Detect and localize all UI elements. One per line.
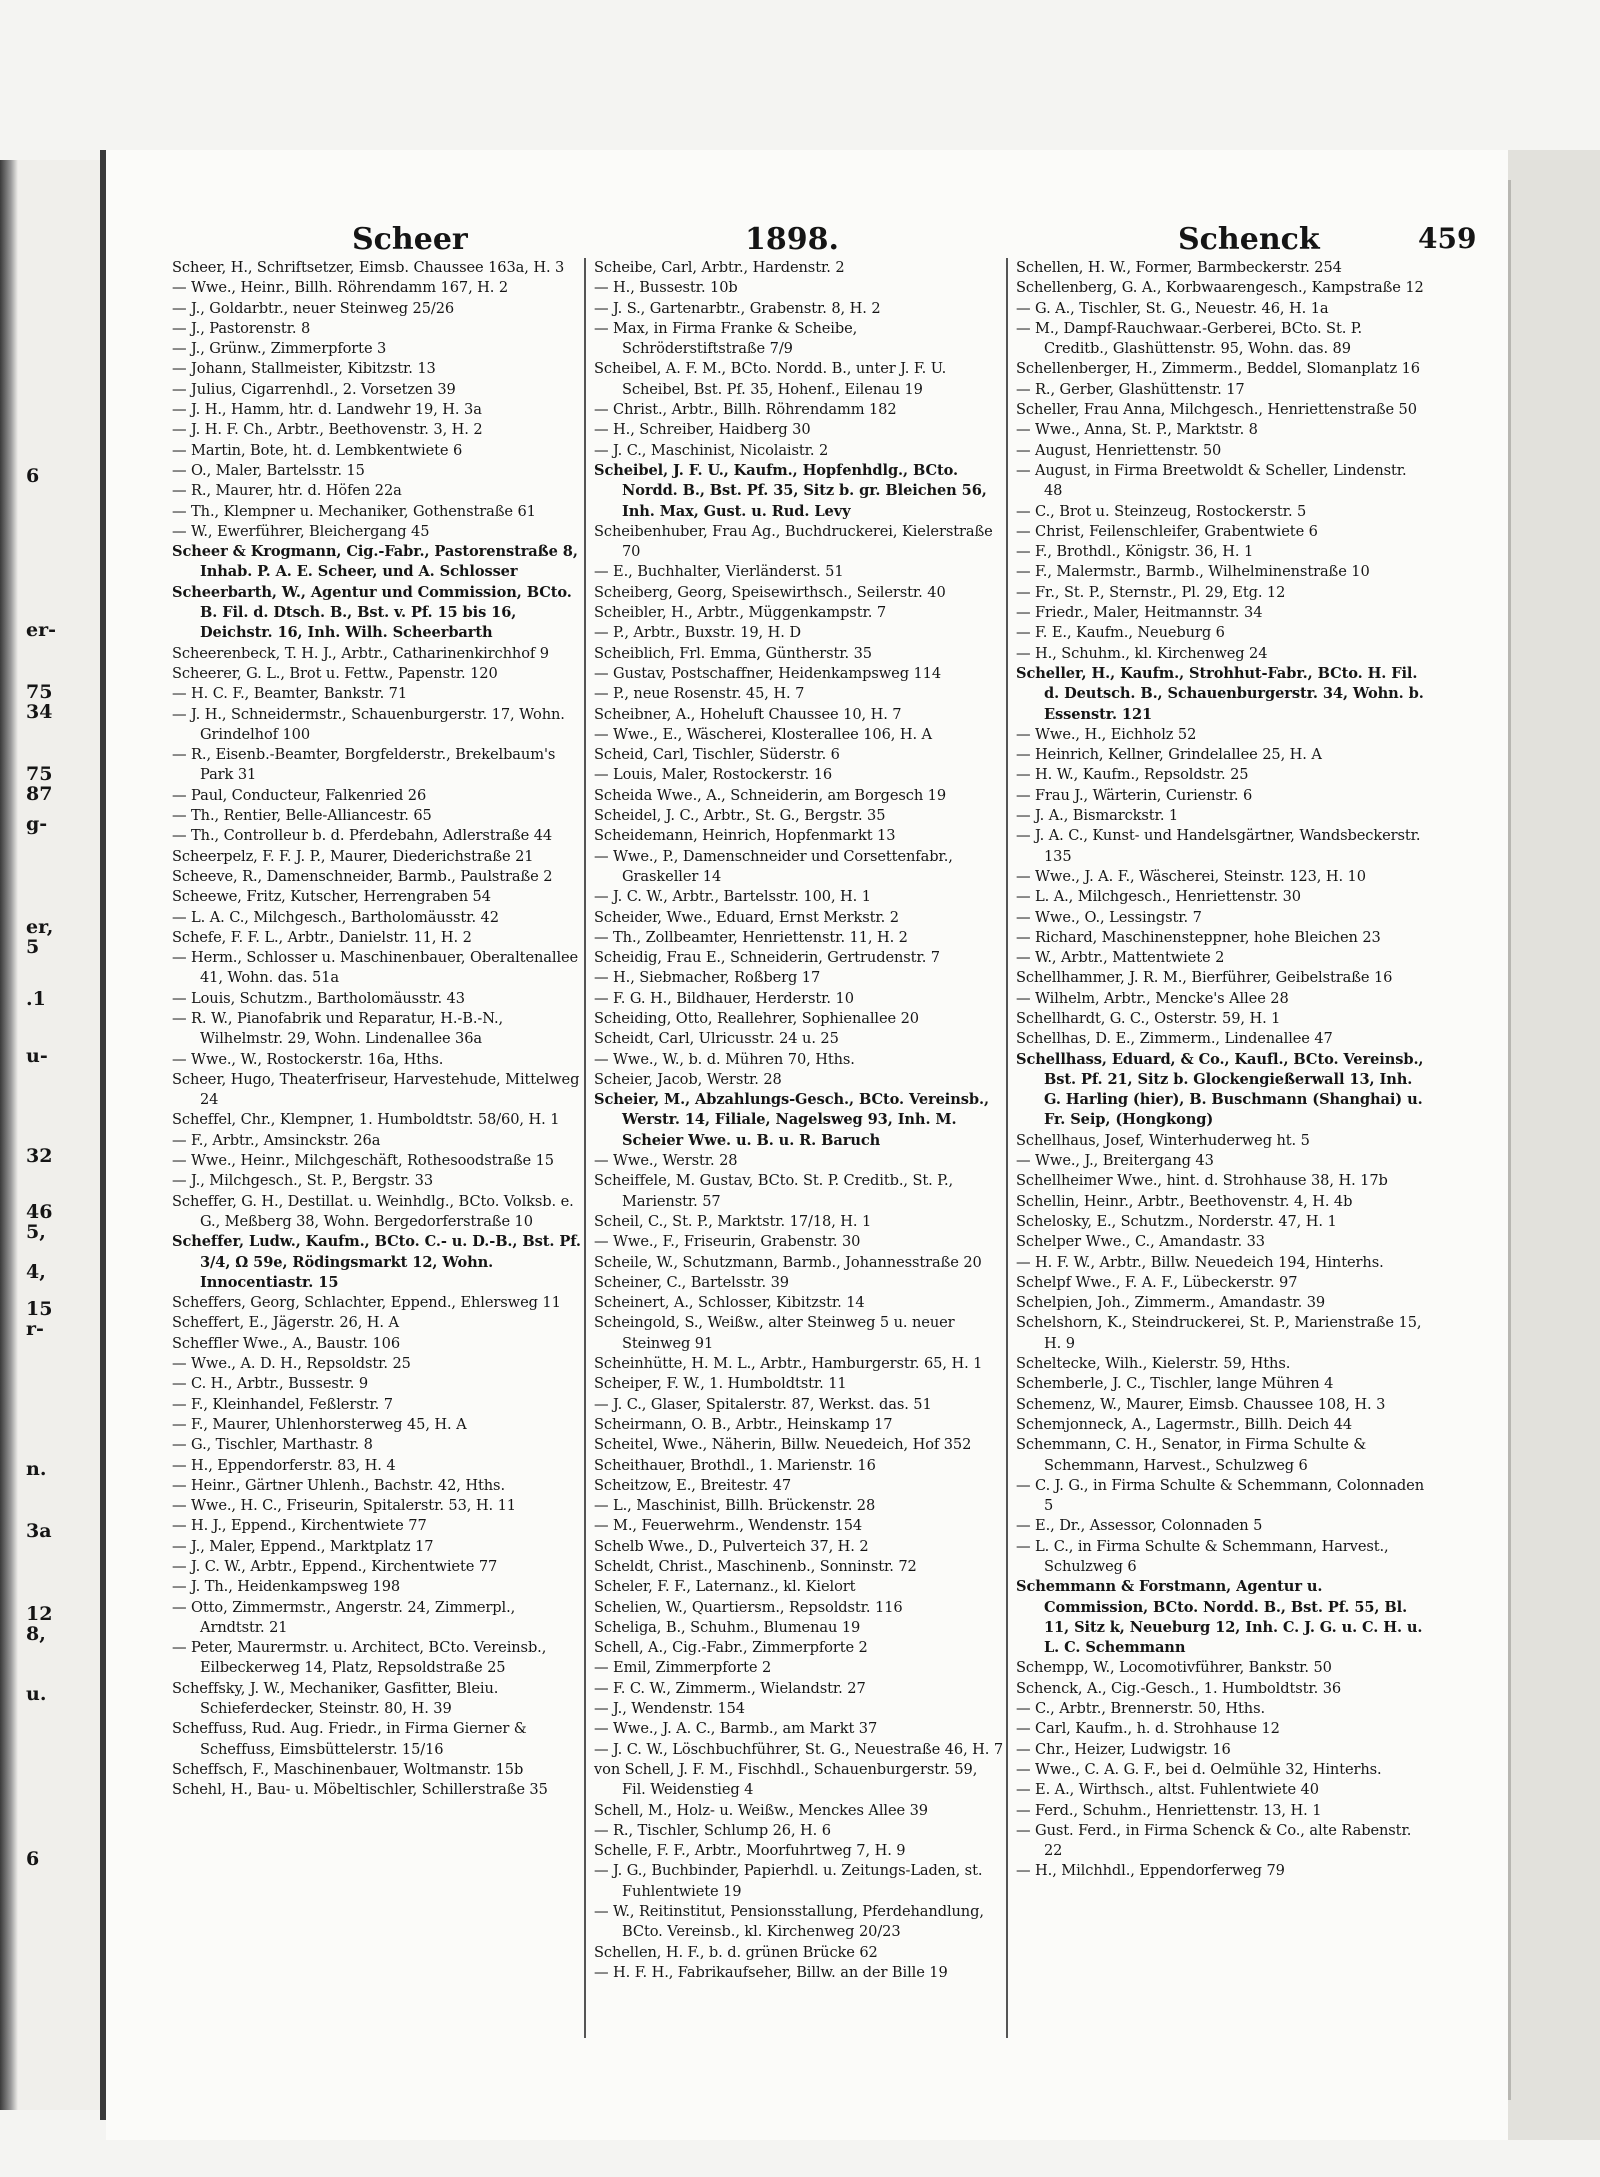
directory-entry: Schelper Wwe., C., Amandastr. 33 bbox=[1016, 1233, 1265, 1251]
directory-entry: — J. G., Buchbinder, Papierhdl. u. Zeitungs-Laden, st. Fuhlentwiete 19 bbox=[594, 1862, 983, 1900]
directory-entry: — J., Goldarbtr., neuer Steinweg 25/26 bbox=[172, 299, 455, 317]
margin-fragment: 46 bbox=[26, 1201, 53, 1223]
directory-entry: — F., Arbtr., Amsinckstr. 26a bbox=[172, 1131, 381, 1149]
directory-entry: — Peter, Maurermstr. u. Architect, BCto. Vereinsb., Eilbeckerweg 14, Platz, Repsoldstraße 25 bbox=[172, 1639, 547, 1677]
directory-entry: — P., Arbtr., Buxstr. 19, H. D bbox=[594, 624, 801, 642]
directory-entry: — Wwe., Werstr. 28 bbox=[594, 1152, 738, 1170]
margin-fragment: 4, bbox=[26, 1261, 46, 1283]
directory-entry: — Ferd., Schuhm., Henriettenstr. 13, H. 1 bbox=[1016, 1801, 1322, 1819]
margin-fragment: 75 bbox=[26, 763, 53, 785]
directory-entry: — H., Schuhm., kl. Kirchenweg 24 bbox=[1016, 644, 1268, 662]
directory-entry: — F., Maurer, Uhlenhorsterweg 45, H. A bbox=[172, 1415, 467, 1433]
directory-entry: — P., neue Rosenstr. 45, H. 7 bbox=[594, 685, 805, 703]
directory-entry: Schellhaus, Josef, Winterhuderweg ht. 5 bbox=[1016, 1131, 1310, 1149]
page-number: 459 bbox=[1418, 222, 1477, 255]
margin-fragment: r- bbox=[26, 1318, 44, 1340]
directory-entry: — H., Siebmacher, Roßberg 17 bbox=[594, 969, 821, 987]
running-head-right: Schenck bbox=[1178, 222, 1320, 257]
directory-entry: — C. J. G., in Firma Schulte & Schemmann, Colonnaden 5 bbox=[1016, 1476, 1425, 1515]
margin-fragment: 6 bbox=[26, 465, 40, 487]
margin-fragment: 3a bbox=[26, 1520, 52, 1542]
directory-entry: — E., Buchhalter, Vierländerst. 51 bbox=[594, 563, 844, 581]
directory-entry: — M., Feuerwehrm., Wendenstr. 154 bbox=[594, 1517, 863, 1535]
directory-entry: Scheer, Hugo, Theaterfriseur, Harvestehude, Mittelweg 24 bbox=[172, 1070, 580, 1109]
running-head-left: Scheer bbox=[352, 222, 468, 257]
directory-entry: — Wwe., O., Lessingstr. 7 bbox=[1016, 908, 1202, 926]
margin-fragment: u- bbox=[26, 1045, 48, 1067]
directory-entry: Scheer, H., Schriftsetzer, Eimsb. Chaussee 163a, H. 3 bbox=[172, 259, 565, 276]
directory-entry: Scheffler Wwe., A., Baustr. 106 bbox=[172, 1334, 401, 1352]
directory-entry: Scheida Wwe., A., Schneiderin, am Borgesch 19 bbox=[594, 786, 947, 804]
directory-entry: Scheffsch, F., Maschinenbauer, Woltmanstr. 15b bbox=[172, 1760, 524, 1778]
directory-entry: Scheidt, Carl, Ulricusstr. 24 u. 25 bbox=[594, 1030, 839, 1048]
directory-entry: — Th., Zollbeamter, Henriettenstr. 11, H. 2 bbox=[594, 928, 908, 946]
directory-entry: — Wwe., H. C., Friseurin, Spitalerstr. 53, H. 11 bbox=[172, 1497, 516, 1515]
directory-entry: Schemmann, C. H., Senator, in Firma Schulte & Schemmann, Harvest., Schulzweg 6 bbox=[1016, 1436, 1367, 1474]
directory-entry: — C., Arbtr., Brennerstr. 50, Hths. bbox=[1016, 1700, 1266, 1718]
directory-entry: Scheil, C., St. P., Marktstr. 17/18, H. 1 bbox=[594, 1212, 872, 1230]
directory-entry: — L., Maschinist, Billh. Brückenstr. 28 bbox=[594, 1497, 876, 1515]
directory-entry: — J., Grünw., Zimmerpforte 3 bbox=[172, 340, 387, 358]
directory-entry: Scheier, Jacob, Werstr. 28 bbox=[594, 1070, 782, 1088]
column-rule bbox=[584, 258, 586, 2038]
page-edge-line bbox=[1508, 180, 1511, 2100]
directory-entry: Schefe, F. F. L., Arbtr., Danielstr. 11, H. 2 bbox=[172, 928, 472, 946]
directory-entry: — Wwe., A. D. H., Repsoldstr. 25 bbox=[172, 1355, 411, 1373]
directory-entry: Scheller, H., Kaufm., Strohhut-Fabr., BCto. H. Fil. d. Deutsch. B., Schauenburgerstr. 34, Wohn. b. Essenstr. 121 bbox=[1016, 664, 1424, 723]
directory-entry: — L. A., Milchgesch., Henriettenstr. 30 bbox=[1016, 888, 1301, 906]
directory-entry: — Wwe., Anna, St. P., Marktstr. 8 bbox=[1016, 421, 1258, 439]
book-edge-shadow bbox=[0, 160, 18, 2110]
previous-page-strip bbox=[0, 160, 100, 2110]
directory-entry: Scheffer, G. H., Destillat. u. Weinhdlg., BCto. Volksb. e. G., Meßberg 38, Wohn. Bergedorferstraße 10 bbox=[172, 1192, 574, 1230]
directory-column-2 bbox=[594, 258, 1004, 1983]
directory-entry: — F., Brothdl., Königstr. 36, H. 1 bbox=[1016, 543, 1254, 561]
margin-fragment: er- bbox=[26, 619, 56, 641]
directory-entry: Scheibel, J. F. U., Kaufm., Hopfenhdlg., BCto. Nordd. B., Bst. Pf. 35, Sitz b. gr. Bleichen 56, Inh. Max, Gust. u. Rud. Levy bbox=[594, 461, 987, 520]
directory-entry: — Johann, Stallmeister, Kibitzstr. 13 bbox=[172, 360, 436, 378]
directory-entry: Scheidig, Frau E., Schneiderin, Gertrudenstr. 7 bbox=[594, 949, 940, 967]
directory-entry: Schehl, H., Bau- u. Möbeltischler, Schillerstraße 35 bbox=[172, 1781, 548, 1799]
directory-entry: Schellhardt, G. C., Osterstr. 59, H. 1 bbox=[1016, 1009, 1281, 1027]
directory-entry: — H. W., Kaufm., Repsoldstr. 25 bbox=[1016, 766, 1249, 784]
directory-entry: — C. H., Arbtr., Bussestr. 9 bbox=[172, 1375, 369, 1393]
directory-entry: — J. A. C., Kunst- und Handelsgärtner, Wandsbeckerstr. 135 bbox=[1016, 827, 1421, 865]
directory-entry: Scheithauer, Brothdl., 1. Marienstr. 16 bbox=[594, 1456, 876, 1474]
directory-entry: — G., Tischler, Marthastr. 8 bbox=[172, 1436, 373, 1454]
directory-entry: Scheirmann, O. B., Arbtr., Heinskamp 17 bbox=[594, 1415, 893, 1433]
directory-entry: Schemenz, W., Maurer, Eimsb. Chaussee 108, H. 3 bbox=[1016, 1395, 1386, 1413]
directory-entry: Scheitel, Wwe., Näherin, Billw. Neuedeich, Hof 352 bbox=[594, 1436, 972, 1454]
directory-entry: Scheffuss, Rud. Aug. Friedr., in Firma Gierner & Scheffuss, Eimsbüttelerstr. 15/16 bbox=[172, 1720, 527, 1758]
directory-entry: Scheier, M., Abzahlungs-Gesch., BCto. Vereinsb., Werstr. 14, Filiale, Nagelsweg 93, Inh. M. Scheier Wwe. u. B. u. R. Baruch bbox=[594, 1091, 989, 1149]
directory-entry: Scheltecke, Wilh., Kielerstr. 59, Hths. bbox=[1016, 1355, 1291, 1373]
directory-entry: Schell, M., Holz- u. Weißw., Menckes Allee 39 bbox=[594, 1801, 928, 1819]
directory-entry: Scheibe, Carl, Arbtr., Hardenstr. 2 bbox=[594, 259, 845, 276]
directory-entry: — Wilhelm, Arbtr., Mencke's Allee 28 bbox=[1016, 989, 1289, 1007]
directory-entry: Scheinhütte, H. M. L., Arbtr., Hamburgerstr. 65, H. 1 bbox=[594, 1355, 983, 1373]
directory-entry: — J. C., Glaser, Spitalerstr. 87, Werkst. das. 51 bbox=[594, 1395, 932, 1413]
directory-entry: — Carl, Kaufm., h. d. Strohhause 12 bbox=[1016, 1720, 1280, 1738]
directory-entry: Scheiffele, M. Gustav, BCto. St. P. Creditb., St. P., Marienstr. 57 bbox=[594, 1172, 954, 1210]
directory-entry: Schell, A., Cig.-Fabr., Zimmerpforte 2 bbox=[594, 1639, 868, 1657]
directory-entry: — Wwe., H., Eichholz 52 bbox=[1016, 725, 1197, 743]
directory-entry: — C., Brot u. Steinzeug, Rostockerstr. 5 bbox=[1016, 502, 1307, 520]
directory-entry: Schemjonneck, A., Lagermstr., Billh. Deich 44 bbox=[1016, 1415, 1353, 1433]
directory-entry: — Julius, Cigarrenhdl., 2. Vorsetzen 39 bbox=[172, 380, 456, 398]
directory-entry: — R., Tischler, Schlump 26, H. 6 bbox=[594, 1821, 831, 1839]
margin-fragment: 32 bbox=[26, 1145, 53, 1167]
directory-entry: — E. A., Wirthsch., altst. Fuhlentwiete 40 bbox=[1016, 1781, 1319, 1799]
directory-entry: — O., Maler, Bartelsstr. 15 bbox=[172, 461, 365, 479]
directory-entry: — Richard, Maschinensteppner, hohe Bleichen 23 bbox=[1016, 928, 1381, 946]
directory-entry: — Fr., St. P., Sternstr., Pl. 29, Etg. 12 bbox=[1016, 583, 1286, 601]
directory-column-3 bbox=[1016, 258, 1428, 1882]
directory-entry: Scheiner, C., Bartelsstr. 39 bbox=[594, 1273, 789, 1291]
directory-entry: — F. E., Kaufm., Neueburg 6 bbox=[1016, 624, 1225, 642]
directory-entry: — J. H. F. Ch., Arbtr., Beethovenstr. 3, H. 2 bbox=[172, 421, 483, 439]
directory-entry: — Frau J., Wärterin, Curienstr. 6 bbox=[1016, 786, 1253, 804]
directory-entry: — Paul, Conducteur, Falkenried 26 bbox=[172, 786, 427, 804]
directory-entry: Schellhas, D. E., Zimmerm., Lindenallee 47 bbox=[1016, 1030, 1333, 1048]
directory-entry: — M., Dampf-Rauchwaar.-Gerberei, BCto. St. P. Creditb., Glashüttenstr. 95, Wohn. das. 89 bbox=[1016, 319, 1363, 358]
margin-fragment: er, bbox=[26, 916, 54, 938]
directory-entry: — J. S., Gartenarbtr., Grabenstr. 8, H. 2 bbox=[594, 299, 881, 317]
directory-entry: — R. W., Pianofabrik und Reparatur, H.-B.-N., Wilhelmstr. 29, Wohn. Lindenallee 36a bbox=[172, 1009, 504, 1048]
directory-entry: — J., Milchgesch., St. P., Bergstr. 33 bbox=[172, 1172, 434, 1190]
margin-fragment: g- bbox=[26, 813, 48, 835]
directory-entry: Scheliga, B., Schuhm., Blumenau 19 bbox=[594, 1618, 861, 1636]
directory-entry: — J. C., Maschinist, Nicolaistr. 2 bbox=[594, 441, 829, 459]
margin-fragment: 12 bbox=[26, 1603, 53, 1625]
directory-entry: Schellenberger, H., Zimmerm., Beddel, Slomanplatz 16 bbox=[1016, 360, 1420, 378]
directory-entry: — H., Bussestr. 10b bbox=[594, 279, 738, 297]
directory-entry: — R., Gerber, Glashüttenstr. 17 bbox=[1016, 380, 1245, 398]
directory-entry: Schemmann & Forstmann, Agentur u. Commission, BCto. Nordd. B., Bst. Pf. 55, Bl. 11, Sitz k, Neueburg 12, Inh. C. J. G. u. C. H. u. L. C. Schemmann bbox=[1016, 1578, 1423, 1657]
directory-entry: Scheewe, Fritz, Kutscher, Herrengraben 54 bbox=[172, 888, 491, 906]
directory-entry: Scheerenbeck, T. H. J., Arbtr., Catharinenkirchhof 9 bbox=[172, 644, 549, 662]
directory-entry: Schelpien, Joh., Zimmerm., Amandastr. 39 bbox=[1016, 1294, 1326, 1312]
margin-fragment: 8, bbox=[26, 1623, 46, 1645]
directory-entry: Schelosky, E., Schutzm., Norderstr. 47, H. 1 bbox=[1016, 1212, 1337, 1230]
margin-fragment: n. bbox=[26, 1458, 47, 1480]
directory-entry: — Louis, Schutzm., Bartholomäusstr. 43 bbox=[172, 989, 465, 1007]
directory-entry: von Schell, J. F. M., Fischhdl., Schauenburgerstr. 59, Fil. Weidenstieg 4 bbox=[594, 1760, 978, 1799]
directory-entry: — Wwe., C. A. G. F., bei d. Oelmühle 32, Hinterhs. bbox=[1016, 1760, 1382, 1778]
directory-entry: Scheller, Frau Anna, Milchgesch., Henriettenstraße 50 bbox=[1016, 401, 1417, 419]
directory-entry: — Th., Klempner u. Mechaniker, Gothenstraße 61 bbox=[172, 502, 536, 520]
directory-entry: — Heinrich, Kellner, Grindelallee 25, H. A bbox=[1016, 746, 1322, 764]
directory-entry: Scheler, F. F., Laternanz., kl. Kielort bbox=[594, 1578, 856, 1596]
directory-entry: — Chr., Heizer, Ludwigstr. 16 bbox=[1016, 1740, 1231, 1758]
directory-entry: Scheffsky, J. W., Mechaniker, Gasfitter, Bleiu. Schieferdecker, Steinstr. 80, H. 39 bbox=[172, 1679, 499, 1718]
directory-entry: — J. H., Hamm, htr. d. Landwehr 19, H. 3a bbox=[172, 401, 482, 419]
directory-entry: — F., Kleinhandel, Feßlerstr. 7 bbox=[172, 1395, 393, 1413]
directory-entry: Schemberle, J. C., Tischler, lange Mühren 4 bbox=[1016, 1375, 1334, 1393]
directory-column-1 bbox=[172, 258, 582, 1801]
directory-entry: Schellheimer Wwe., hint. d. Strohhause 38, H. 17b bbox=[1016, 1172, 1388, 1190]
directory-entry: — H. C. F., Beamter, Bankstr. 71 bbox=[172, 685, 408, 703]
directory-entry: Scheidemann, Heinrich, Hopfenmarkt 13 bbox=[594, 827, 896, 845]
directory-entry: — W., Arbtr., Mattentwiete 2 bbox=[1016, 949, 1225, 967]
directory-entry: — Max, in Firma Franke & Scheibe, Schröderstiftstraße 7/9 bbox=[594, 319, 858, 358]
directory-entry: — Th., Controlleur b. d. Pferdebahn, Adlerstraße 44 bbox=[172, 827, 553, 845]
directory-entry: — J. C. W., Arbtr., Bartelsstr. 100, H. 1 bbox=[594, 888, 871, 906]
directory-entry: Scheibner, A., Hoheluft Chaussee 10, H. 7 bbox=[594, 705, 902, 723]
directory-entry: Scheerer, G. L., Brot u. Fettw., Papenstr. 120 bbox=[172, 664, 498, 682]
directory-entry: — Gust. Ferd., in Firma Schenck & Co., alte Rabenstr. 22 bbox=[1016, 1821, 1412, 1860]
directory-entry: — J. Th., Heidenkampsweg 198 bbox=[172, 1578, 401, 1596]
directory-entry: — Louis, Maler, Rostockerstr. 16 bbox=[594, 766, 833, 784]
directory-entry: Scheiper, F. W., 1. Humboldtstr. 11 bbox=[594, 1375, 847, 1393]
directory-entry: — August, Henriettenstr. 50 bbox=[1016, 441, 1222, 459]
directory-entry: Schellen, H. F., b. d. grünen Brücke 62 bbox=[594, 1943, 878, 1961]
directory-entry: — Wwe., F., Friseurin, Grabenstr. 30 bbox=[594, 1233, 861, 1251]
directory-entry: — Wwe., Heinr., Billh. Röhrendamm 167, H. 2 bbox=[172, 279, 509, 297]
directory-entry: Schellenberg, G. A., Korbwaarengesch., Kampstraße 12 bbox=[1016, 279, 1424, 297]
directory-entry: — Friedr., Maler, Heitmannstr. 34 bbox=[1016, 604, 1263, 622]
directory-entry: Scheffert, E., Jägerstr. 26, H. A bbox=[172, 1314, 399, 1332]
directory-entry: — W., Ewerführer, Bleichergang 45 bbox=[172, 522, 430, 540]
directory-entry: — Wwe., J. A. F., Wäscherei, Steinstr. 123, H. 10 bbox=[1016, 867, 1366, 885]
directory-entry: — F., Malermstr., Barmb., Wilhelminenstraße 10 bbox=[1016, 563, 1370, 581]
directory-entry: — Emil, Zimmerpforte 2 bbox=[594, 1659, 772, 1677]
running-head-year: 1898. bbox=[745, 222, 839, 257]
directory-entry: — L. A. C., Milchgesch., Bartholomäusstr. 42 bbox=[172, 908, 499, 926]
directory-entry: — E., Dr., Assessor, Colonnaden 5 bbox=[1016, 1517, 1263, 1535]
directory-entry: — Th., Rentier, Belle-Alliancestr. 65 bbox=[172, 807, 432, 825]
directory-entry: — H., Milchhdl., Eppendorferweg 79 bbox=[1016, 1862, 1285, 1880]
directory-entry: Schelpf Wwe., F. A. F., Lübeckerstr. 97 bbox=[1016, 1273, 1298, 1291]
directory-entry: Schelien, W., Quartiersm., Repsoldstr. 116 bbox=[594, 1598, 903, 1616]
directory-entry: Scheitzow, E., Breitestr. 47 bbox=[594, 1476, 792, 1494]
directory-entry: — Christ, Feilenschleifer, Grabentwiete 6 bbox=[1016, 522, 1318, 540]
directory-entry: Scheerpelz, F. F. J. P., Maurer, Diederichstraße 21 bbox=[172, 847, 534, 865]
margin-fragment: .1 bbox=[26, 988, 46, 1010]
directory-entry: — Wwe., W., Rostockerstr. 16a, Hths. bbox=[172, 1050, 444, 1068]
directory-entry: Scheibel, A. F. M., BCto. Nordd. B., unter J. F. U. Scheibel, Bst. Pf. 35, Hohenf., Eilenau 19 bbox=[594, 360, 947, 398]
directory-entry: Schempp, W., Locomotivführer, Bankstr. 50 bbox=[1016, 1659, 1332, 1677]
margin-fragment: 6 bbox=[26, 1848, 40, 1870]
directory-entry: — Heinr., Gärtner Uhlenh., Bachstr. 42, Hths. bbox=[172, 1476, 505, 1494]
directory-entry: Scheffel, Chr., Klempner, 1. Humboldtstr. 58/60, H. 1 bbox=[172, 1111, 560, 1129]
directory-entry: Schellen, H. W., Former, Barmbeckerstr. 254 bbox=[1016, 259, 1342, 276]
margin-fragment: 75 bbox=[26, 681, 53, 703]
directory-entry: — Gustav, Postschaffner, Heidenkampsweg 114 bbox=[594, 664, 942, 682]
directory-entry: Scheiblich, Frl. Emma, Güntherstr. 35 bbox=[594, 644, 872, 662]
directory-entry: — R., Eisenb.-Beamter, Borgfelderstr., Brekelbaum's Park 31 bbox=[172, 746, 556, 784]
margin-fragment: 5 bbox=[26, 936, 40, 958]
directory-entry: — F. C. W., Zimmerm., Wielandstr. 27 bbox=[594, 1679, 866, 1697]
directory-entry: — H. F. W., Arbtr., Billw. Neuedeich 194, Hinterhs. bbox=[1016, 1253, 1384, 1271]
directory-entry: Scheiberg, Georg, Speisewirthsch., Seilerstr. 40 bbox=[594, 583, 946, 601]
directory-entry: — G. A., Tischler, St. G., Neuestr. 46, H. 1a bbox=[1016, 299, 1329, 317]
margin-fragment: u. bbox=[26, 1683, 47, 1705]
directory-entry: — Martin, Bote, ht. d. Lembkentwiete 6 bbox=[172, 441, 463, 459]
directory-entry: — Wwe., E., Wäscherei, Klosterallee 106, H. A bbox=[594, 725, 932, 743]
directory-entry: Scheffers, Georg, Schlachter, Eppend., Ehlersweg 11 bbox=[172, 1294, 561, 1312]
directory-entry: — Wwe., J. A. C., Barmb., am Markt 37 bbox=[594, 1720, 878, 1738]
directory-entry: — H. F. H., Fabrikaufseher, Billw. an der Bille 19 bbox=[594, 1963, 948, 1981]
directory-entry: — J. A., Bismarckstr. 1 bbox=[1016, 807, 1179, 825]
directory-entry: — J. C. W., Arbtr., Eppend., Kirchentwiete 77 bbox=[172, 1558, 498, 1575]
directory-entry: Scheider, Wwe., Eduard, Ernst Merkstr. 2 bbox=[594, 908, 899, 926]
directory-entry: Scheibenhuber, Frau Ag., Buchdruckerei, Kielerstraße 70 bbox=[594, 522, 993, 561]
directory-entry: — J. C. W., Löschbuchführer, St. G., Neuestraße 46, H. 7 bbox=[594, 1740, 1004, 1758]
directory-entry: — Christ., Arbtr., Billh. Röhrendamm 182 bbox=[594, 401, 897, 419]
directory-entry: — Wwe., P., Damenschneider und Corsettenfabr., Graskeller 14 bbox=[594, 847, 953, 885]
directory-entry: — L. C., in Firma Schulte & Schemmann, Harvest., Schulzweg 6 bbox=[1016, 1537, 1389, 1575]
directory-entry: — Wwe., J., Breitergang 43 bbox=[1016, 1152, 1214, 1170]
directory-entry: — J., Maler, Eppend., Marktplatz 17 bbox=[172, 1537, 434, 1555]
directory-entry: — J. H., Schneidermstr., Schauenburgerstr. 17, Wohn. Grindelhof 100 bbox=[172, 705, 565, 743]
scanner-background bbox=[1508, 150, 1600, 2140]
column-rule bbox=[1006, 258, 1008, 2038]
directory-entry: Scheidel, J. C., Arbtr., St. G., Bergstr. 35 bbox=[594, 807, 886, 825]
directory-entry: Scheer & Krogmann, Cig.-Fabr., Pastorenstraße 8, Inhab. P. A. E. Scheer, und A. Schlosser bbox=[172, 543, 578, 581]
directory-entry: Scheibler, H., Arbtr., Müggenkampstr. 7 bbox=[594, 604, 886, 622]
directory-entry: Schenck, A., Cig.-Gesch., 1. Humboldtstr. 36 bbox=[1016, 1679, 1342, 1697]
directory-entry: Scheingold, S., Weißw., alter Steinweg 5 u. neuer Steinweg 91 bbox=[594, 1314, 955, 1352]
directory-entry: Scheiding, Otto, Reallehrer, Sophienallee 20 bbox=[594, 1009, 919, 1027]
directory-entry: Scheffer, Ludw., Kaufm., BCto. C.- u. D.-B., Bst. Pf. 3/4, Ω 59e, Rödingsmarkt 12, Wohn. Innocentiastr. 15 bbox=[172, 1233, 581, 1291]
margin-fragment: 87 bbox=[26, 783, 53, 805]
directory-entry: — F. G. H., Bildhauer, Herderstr. 10 bbox=[594, 989, 854, 1007]
directory-entry: — R., Maurer, htr. d. Höfen 22a bbox=[172, 482, 402, 500]
directory-entry: — H., Schreiber, Haidberg 30 bbox=[594, 421, 811, 439]
directory-entry: — W., Reitinstitut, Pensionsstallung, Pferdehandlung, BCto. Vereinsb., kl. Kirchenweg 20/23 bbox=[594, 1903, 984, 1941]
margin-fragment: 15 bbox=[26, 1298, 53, 1320]
directory-entry: — Wwe., W., b. d. Mühren 70, Hths. bbox=[594, 1050, 855, 1068]
directory-entry: — H., Eppendorferstr. 83, H. 4 bbox=[172, 1456, 396, 1474]
directory-entry: Scheinert, A., Schlosser, Kibitzstr. 14 bbox=[594, 1294, 865, 1312]
directory-entry: Scheid, Carl, Tischler, Süderstr. 6 bbox=[594, 746, 840, 764]
directory-entry: Schellhass, Eduard, & Co., Kaufl., BCto. Vereinsb., Bst. Pf. 21, Sitz b. Glockengießerwall 13, Inh. G. Harling (hier), B. Buschmann (Shanghai) u. Fr. Seip, (Hongkong) bbox=[1016, 1050, 1424, 1129]
directory-entry: Scheerbarth, W., Agentur und Commission, BCto. B. Fil. d. Dtsch. B., Bst. v. Pf. 15 bis 16, Deichstr. 16, Inh. Wilh. Scheerbarth bbox=[172, 583, 572, 642]
directory-entry: — August, in Firma Breetwoldt & Scheller, Lindenstr. 48 bbox=[1016, 461, 1407, 500]
directory-entry: — H. J., Eppend., Kirchentwiete 77 bbox=[172, 1517, 427, 1535]
directory-entry: Schellhammer, J. R. M., Bierführer, Geibelstraße 16 bbox=[1016, 969, 1393, 987]
margin-fragment: 5, bbox=[26, 1221, 46, 1243]
directory-entry: Scheile, W., Schutzmann, Barmb., Johannesstraße 20 bbox=[594, 1253, 982, 1271]
margin-fragment: 34 bbox=[26, 701, 53, 723]
directory-entry: — Otto, Zimmermstr., Angerstr. 24, Zimmerpl., Arndtstr. 21 bbox=[172, 1598, 516, 1636]
directory-entry: — J., Wendenstr. 154 bbox=[594, 1700, 745, 1718]
directory-entry: Schellin, Heinr., Arbtr., Beethovenstr. 4, H. 4b bbox=[1016, 1192, 1353, 1210]
directory-entry: Scheeve, R., Damenschneider, Barmb., Paulstraße 2 bbox=[172, 867, 553, 885]
directory-entry: Schelb Wwe., D., Pulverteich 37, H. 2 bbox=[594, 1537, 869, 1555]
directory-entry: — J., Pastorenstr. 8 bbox=[172, 319, 311, 337]
directory-entry: Schelshorn, K., Steindruckerei, St. P., Marienstraße 15, H. 9 bbox=[1016, 1314, 1422, 1352]
directory-entry: Schelle, F. F., Arbtr., Moorfuhrtweg 7, H. 9 bbox=[594, 1842, 906, 1860]
directory-entry: — Wwe., Heinr., Milchgeschäft, Rothesoodstraße 15 bbox=[172, 1152, 554, 1170]
directory-entry: — Herm., Schlosser u. Maschinenbauer, Oberaltenallee 41, Wohn. das. 51a bbox=[172, 949, 579, 987]
directory-entry: Scheldt, Christ., Maschinenb., Sonninstr. 72 bbox=[594, 1558, 917, 1575]
